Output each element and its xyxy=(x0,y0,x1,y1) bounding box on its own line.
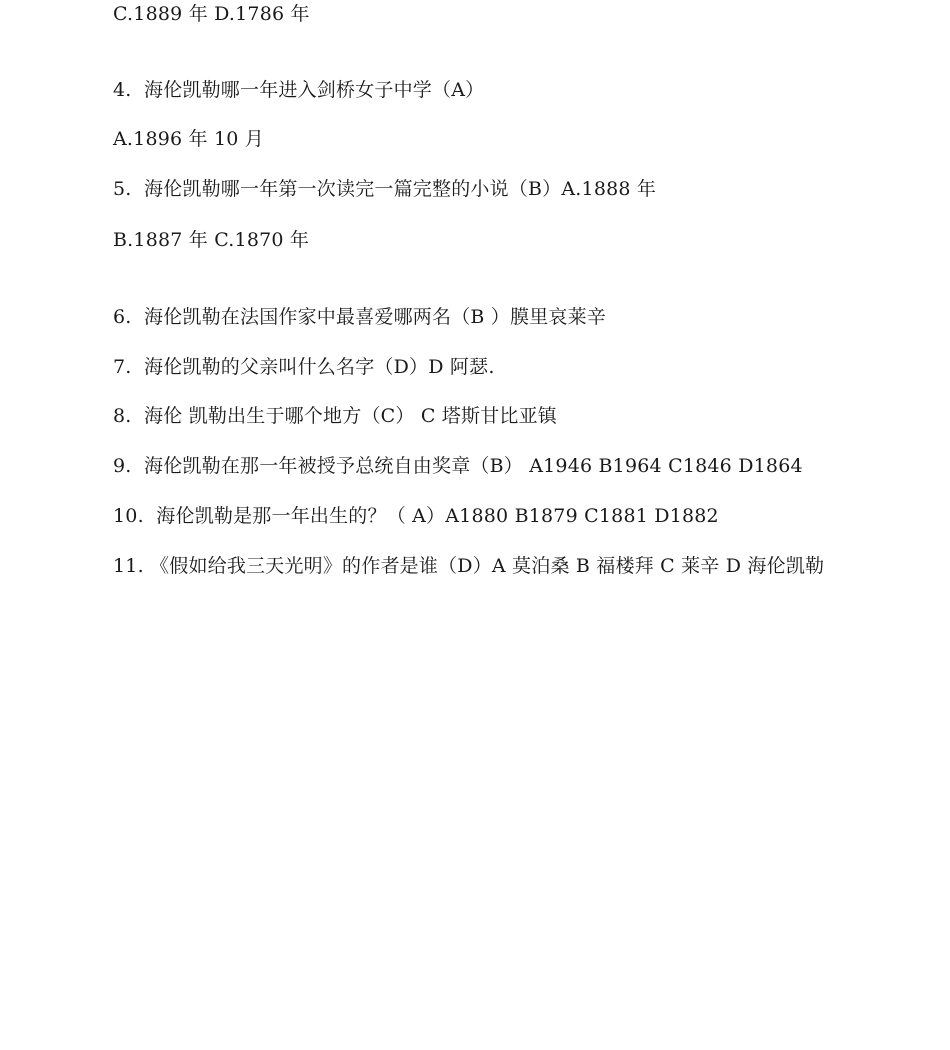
question-7: 7. 海伦凯勒的父亲叫什么名字（D）D 阿瑟. xyxy=(113,356,495,378)
question-10: 10. 海伦凯勒是那一年出生的？（ A）A1880 B1879 C1881 D1882 xyxy=(113,505,719,527)
question-11: 11. 《假如给我三天光明》的作者是谁（D）A 莫泊桑 B 福楼拜 C 莱辛 D 海伦凯勒 xyxy=(113,555,825,577)
option-line-q5-bc: B.1887 年 C.1870 年 xyxy=(113,229,310,251)
option-line-q3-cd: C.1889 年 D.1786 年 xyxy=(113,3,310,25)
question-8: 8. 海伦 凯勒出生于哪个地方（C） C 塔斯甘比亚镇 xyxy=(113,405,558,427)
question-6: 6. 海伦凯勒在法国作家中最喜爱哪两名（B ）膜里哀莱辛 xyxy=(113,306,607,328)
option-line-q4-a: A.1896 年 10 月 xyxy=(113,128,265,150)
question-5: 5. 海伦凯勒哪一年第一次读完一篇完整的小说（B）A.1888 年 xyxy=(113,178,657,200)
question-9: 9. 海伦凯勒在那一年被授予总统自由奖章（B） A1946 B1964 C1846 D1864 xyxy=(113,455,803,477)
question-4: 4. 海伦凯勒哪一年进入剑桥女子中学（A） xyxy=(113,79,485,101)
